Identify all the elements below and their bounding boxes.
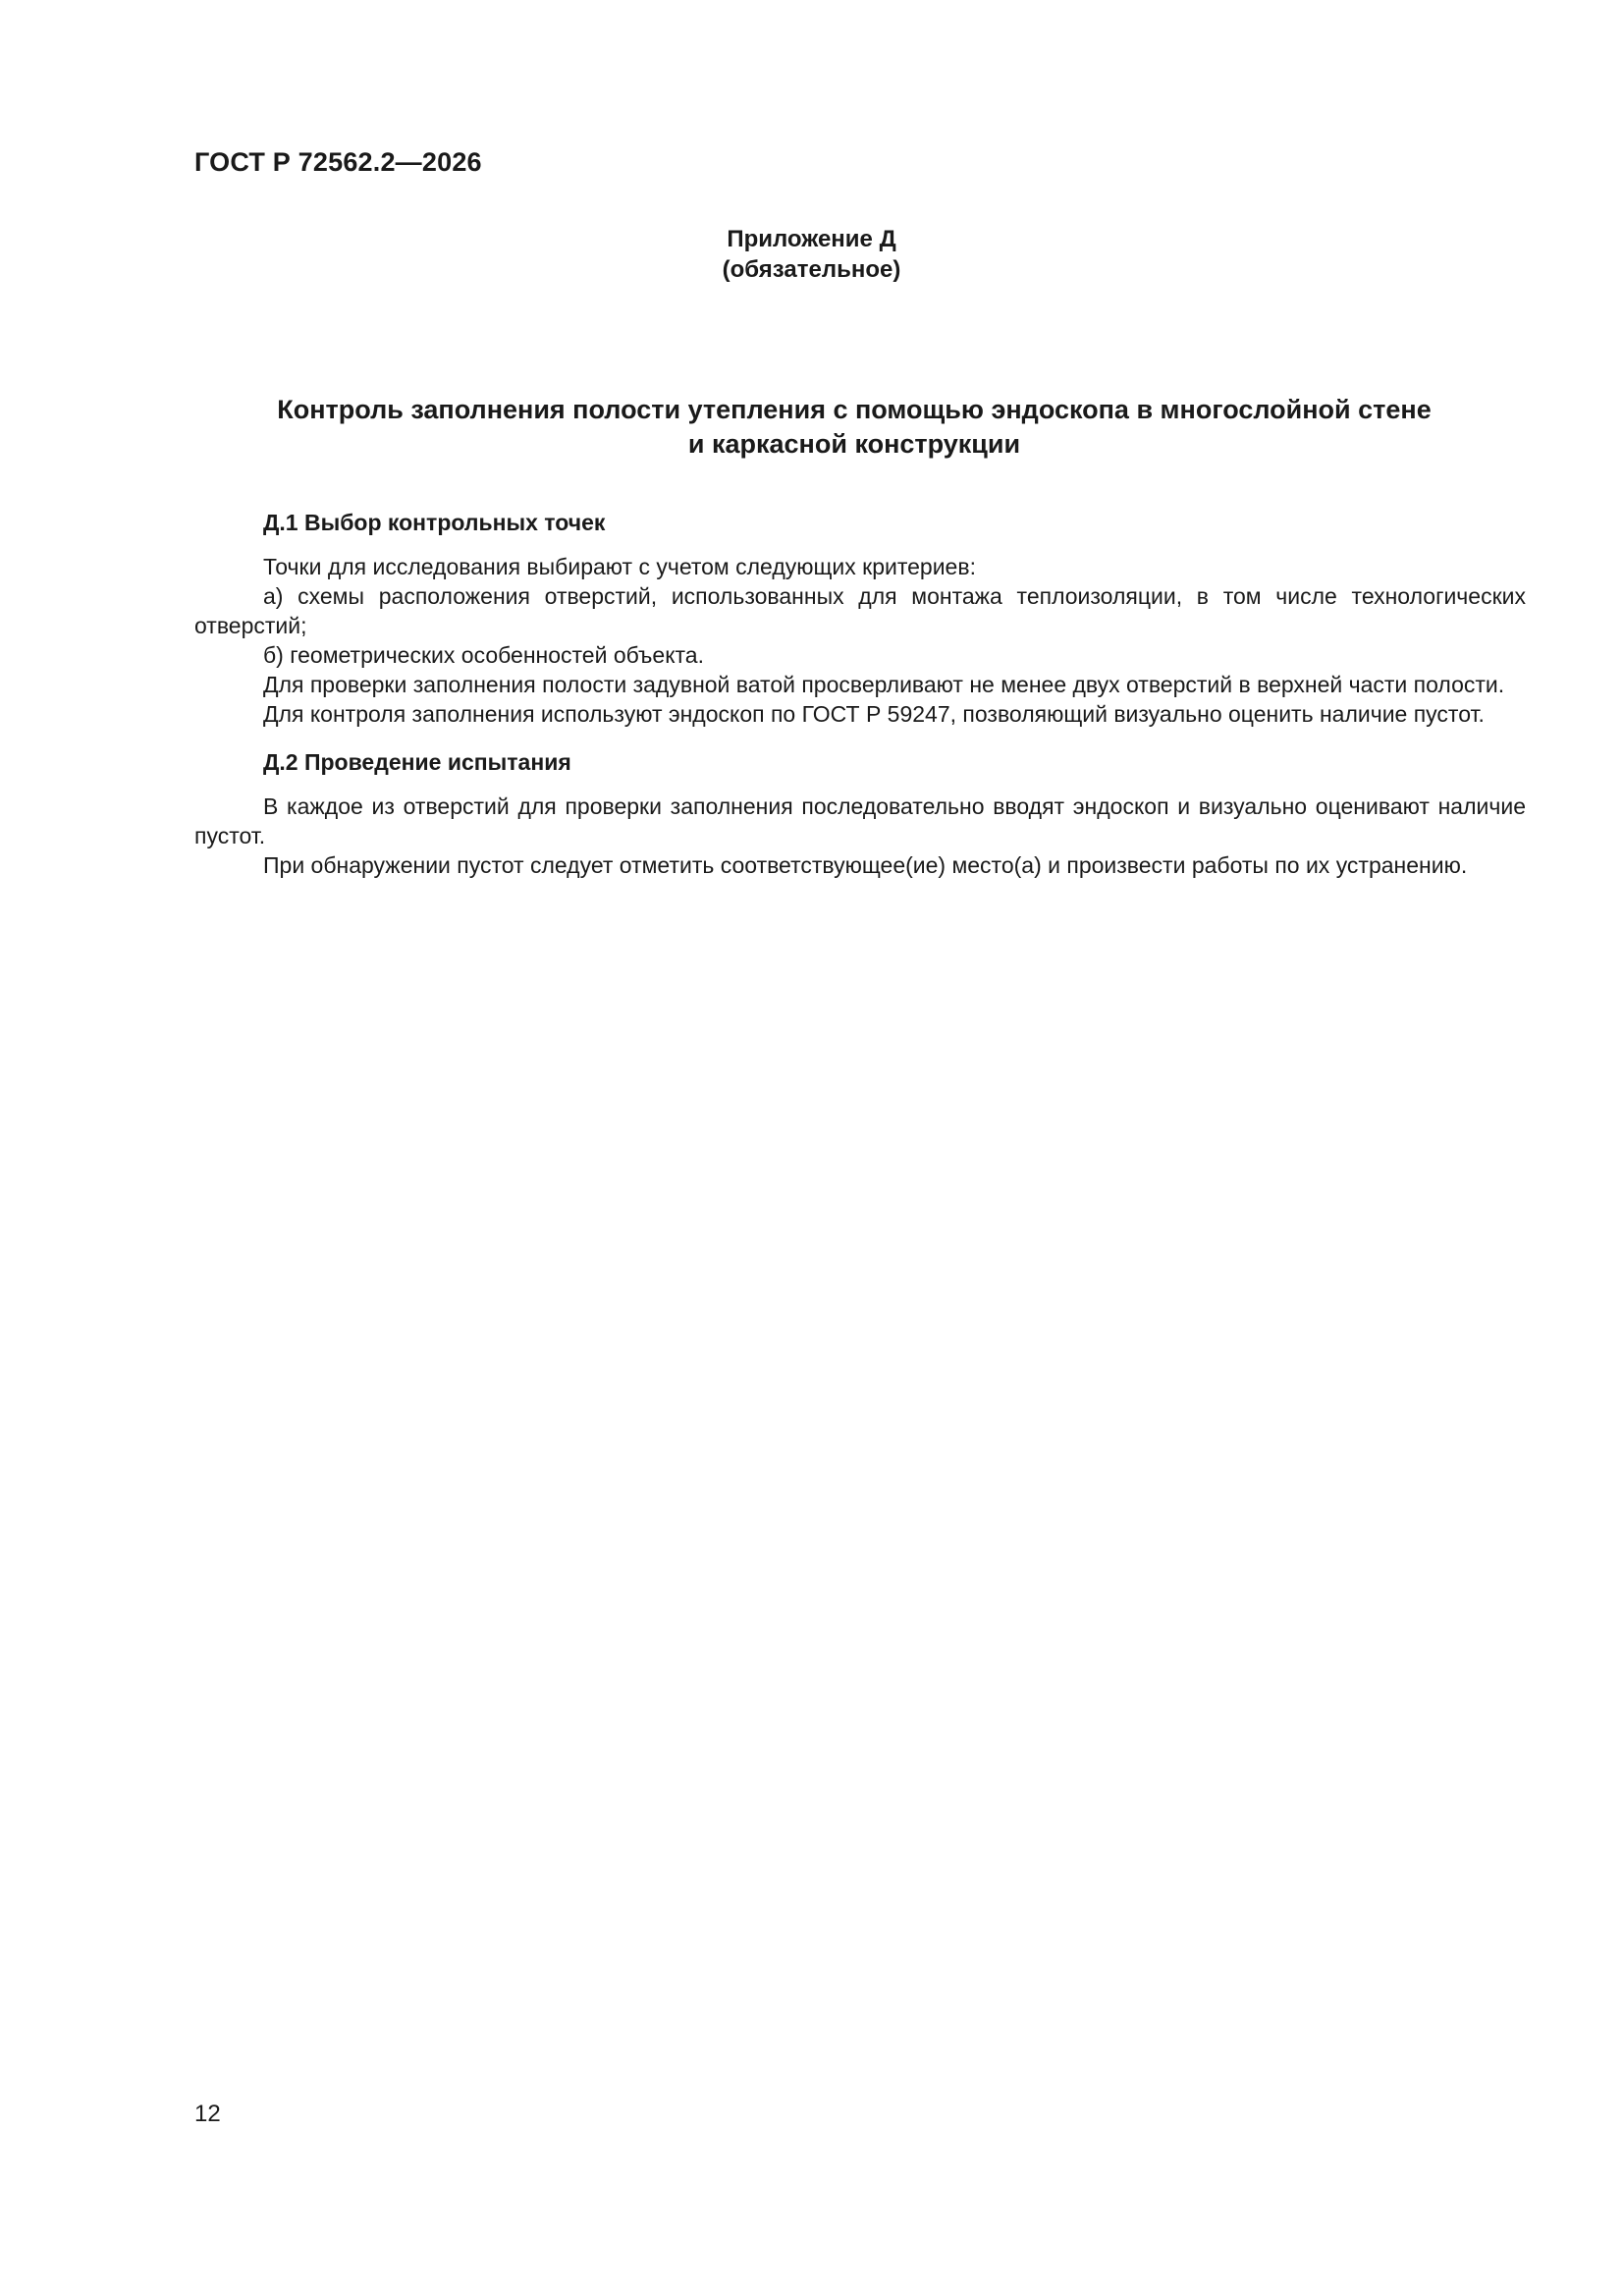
appendix-label: Приложение Д: [727, 226, 896, 252]
appendix-header: [0, 224, 1623, 285]
section-heading-d1: Д.1 Выбор контрольных точек: [263, 510, 606, 535]
page-number: 12: [194, 2101, 221, 2127]
list-item-b: б) геометрических особенностей объекта.: [263, 642, 704, 668]
paragraph: Для проверки заполнения полости задувной ватой просверливают не менее двух отверстий в верхней части полости.: [263, 672, 1505, 697]
list-item-a: а) схемы расположения отверстий, использованных для монтажа теплоизоляции, в том числе технологических отверстий;: [194, 583, 1526, 638]
paragraph: При обнаружении пустот следует отметить соответствующее(ие) место(а) и произвести работы по их устранению.: [263, 852, 1468, 878]
document-body: [194, 508, 1526, 880]
appendix-status: (обязательное): [722, 256, 901, 283]
paragraph: В каждое из отверстий для проверки заполнения последовательно вводят эндоскоп и визуально оценивают наличие пустот.: [194, 793, 1526, 848]
paragraph: Для контроля заполнения используют эндоскоп по ГОСТ Р 59247, позволяющий визуально оценить наличие пустот.: [263, 701, 1485, 727]
appendix-title: [236, 393, 1473, 462]
appendix-title-line-2: и каркасной конструкции: [687, 429, 1021, 459]
appendix-title-line-1: Контроль заполнения полости утепления с помощью эндоскопа в многослойной стене: [277, 395, 1432, 424]
document-code: ГОСТ Р 72562.2—2026: [194, 147, 482, 177]
section-heading-d2: Д.2 Проведение испытания: [263, 749, 571, 775]
paragraph: Точки для исследования выбирают с учетом следующих критериев:: [263, 554, 976, 579]
